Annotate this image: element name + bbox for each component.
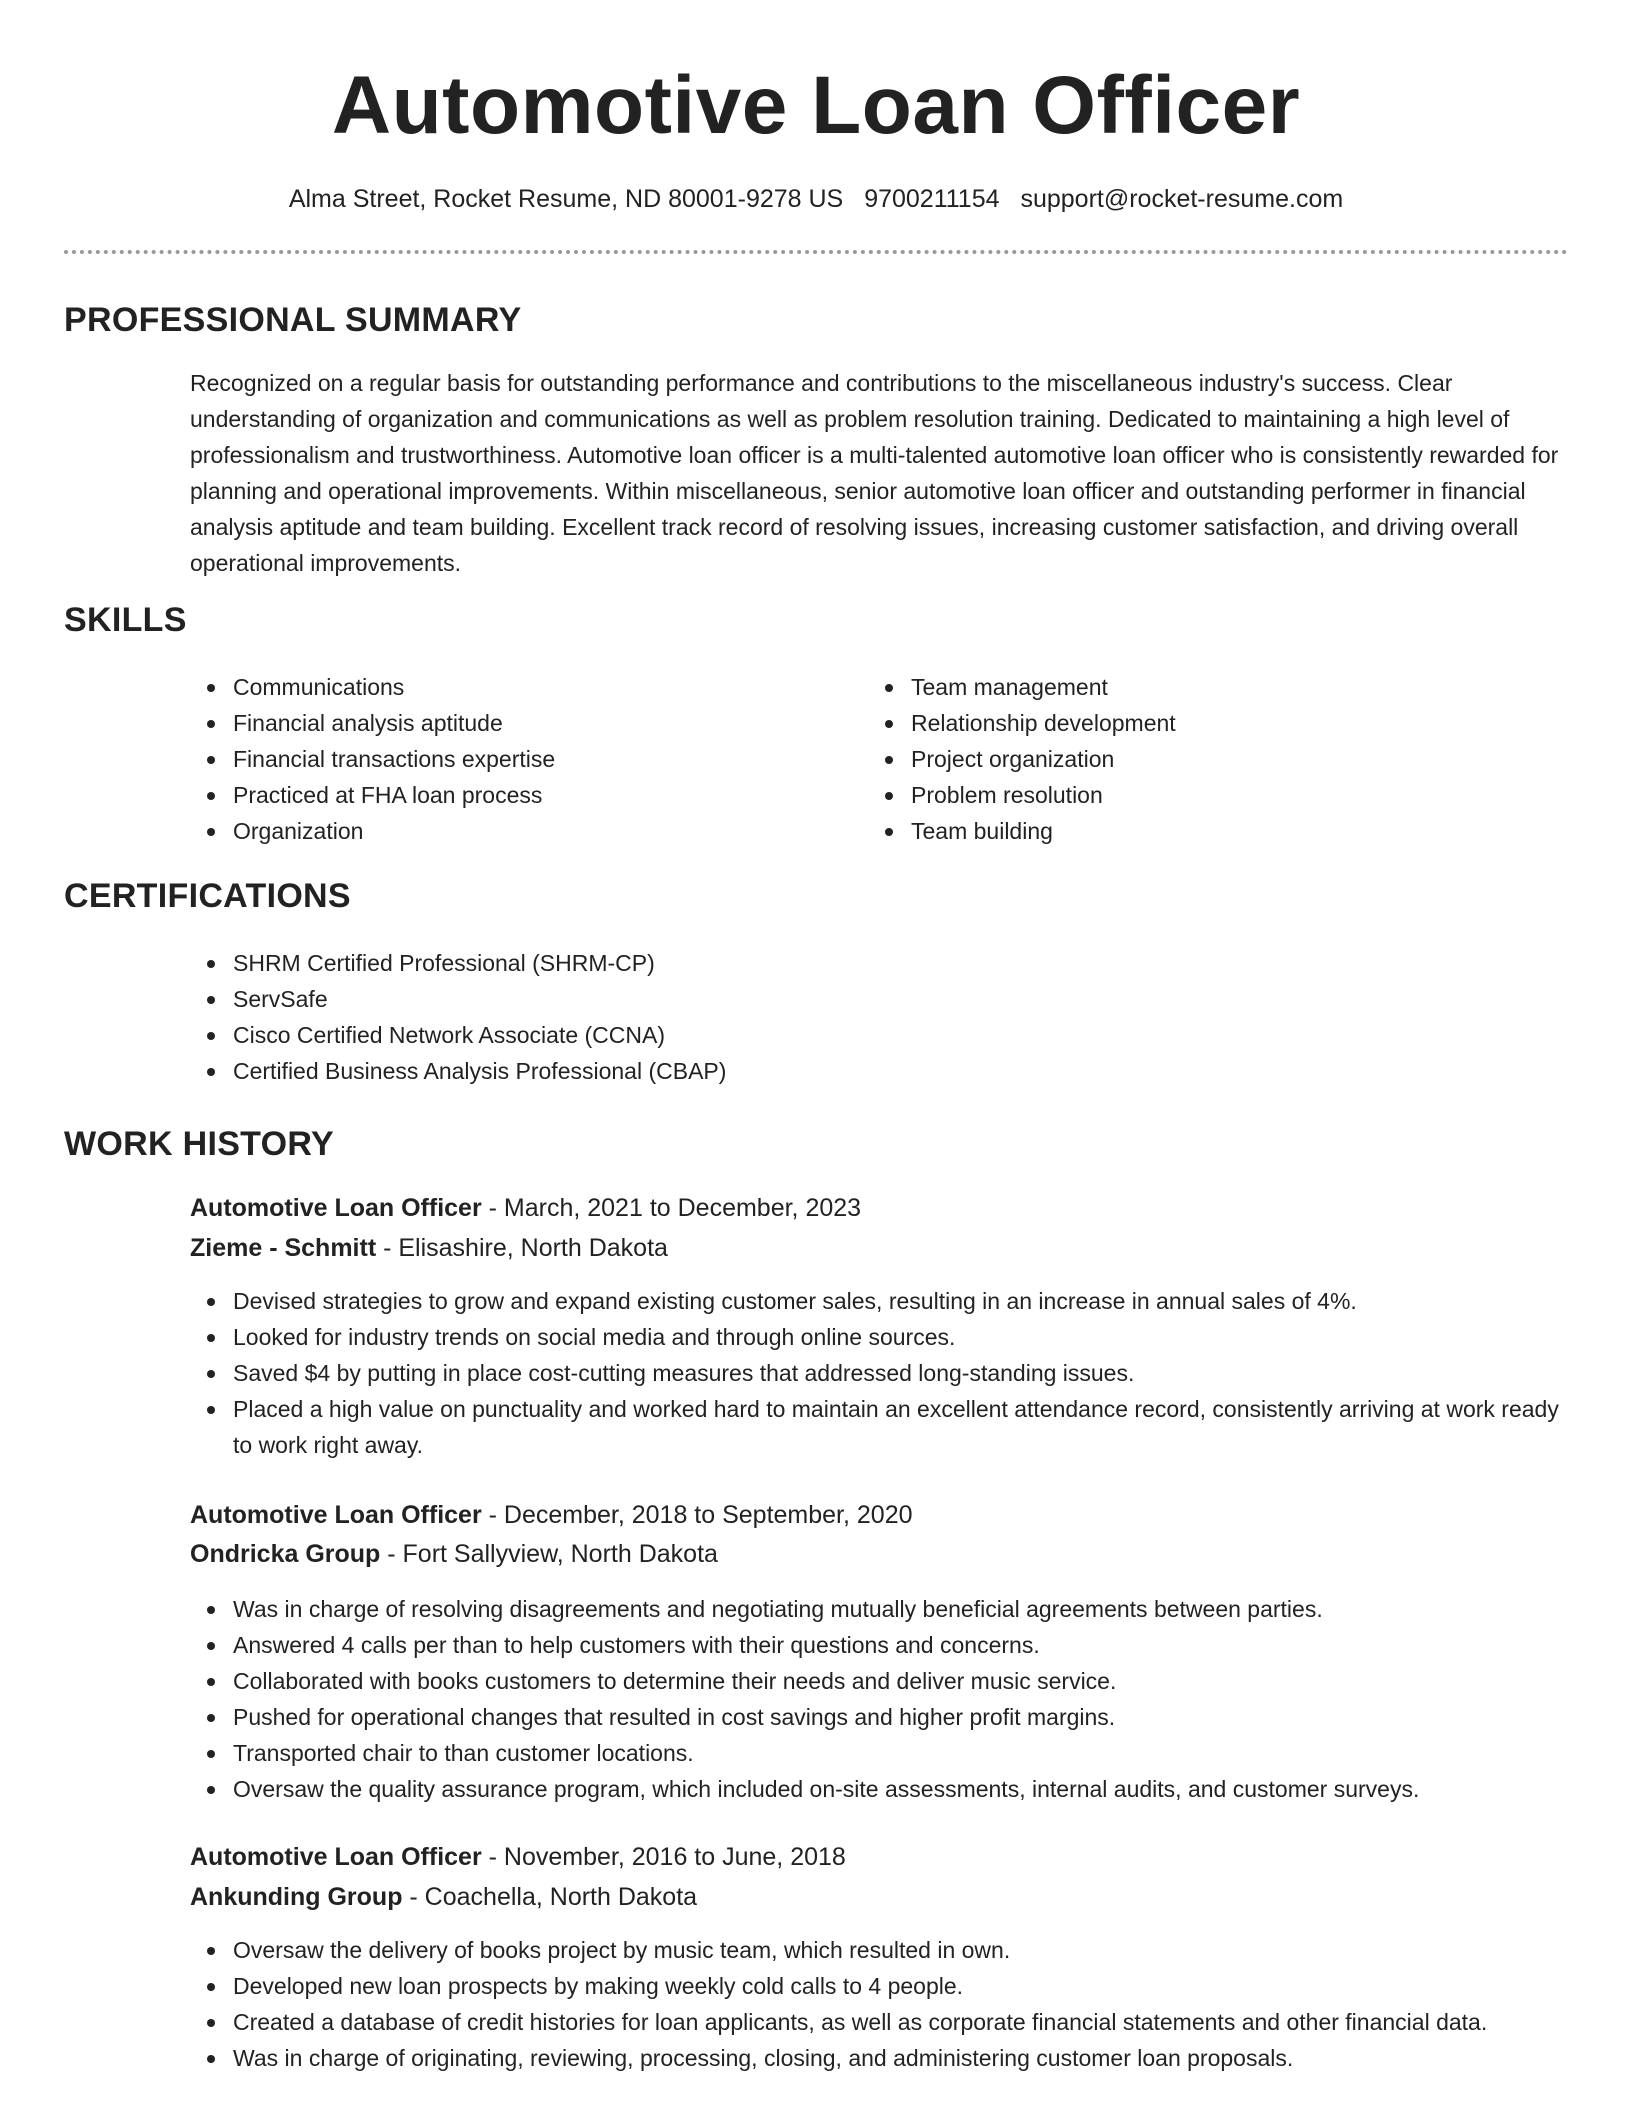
certification-item: SHRM Certified Professional (SHRM-CP) <box>190 945 1190 981</box>
certification-item: Cisco Certified Network Associate (CCNA) <box>190 1017 1190 1053</box>
certifications-list <box>190 945 1190 1089</box>
certifications-heading: CERTIFICATIONS <box>64 877 351 915</box>
job-company: Zieme - Schmitt <box>190 1234 377 1262</box>
skill-item: Project organization <box>868 741 1508 777</box>
skill-item: Relationship development <box>868 705 1508 741</box>
job-company-line <box>190 1879 697 1915</box>
contact-phone: 9700211154 <box>864 185 1000 213</box>
certification-item: ServSafe <box>190 981 1190 1017</box>
summary-heading: PROFESSIONAL SUMMARY <box>64 301 522 339</box>
job-bullet: Looked for industry trends on social media and through online sources. <box>190 1319 1568 1355</box>
job-bullets <box>190 1283 1568 1463</box>
summary-text: Recognized on a regular basis for outstanding performance and contributions to the miscellaneous industry's success. Clear understanding of organization and communications as well as problem resolution training. Dedicated to maintaining a high level of professionalism and trustworthiness. Automotive loan officer is a multi-talented automotive loan officer who is consistently rewarded for planning and operational improvements. Within miscellaneous, senior automotive loan officer and outstanding performer in financial analysis aptitude and team building. Excellent track record of resolving issues, increasing customer satisfaction, and driving overall operational improvements. <box>190 370 1559 576</box>
job-bullet: Developed new loan prospects by making weekly cold calls to 4 people. <box>190 1968 1568 2004</box>
job-dates: - December, 2018 to September, 2020 <box>481 1501 913 1529</box>
skill-item: Problem resolution <box>868 777 1508 813</box>
job-company-line <box>190 1536 718 1572</box>
skill-item: Financial transactions expertise <box>190 741 830 777</box>
candidate-name: Automotive Loan Officer <box>331 60 1301 151</box>
job-company: Ankunding Group <box>190 1883 403 1911</box>
skill-item: Team building <box>868 813 1508 849</box>
job-bullet: Devised strategies to grow and expand existing customer sales, resulting in an increase in annual sales of 4%. <box>190 1283 1568 1319</box>
job-company-line <box>190 1230 668 1266</box>
job-dates: - November, 2016 to June, 2018 <box>481 1843 846 1871</box>
contact-line <box>0 183 1632 215</box>
job-location: - Fort Sallyview, North Dakota <box>380 1540 718 1568</box>
contact-email: support@rocket-resume.com <box>1020 185 1344 213</box>
job-bullet: Was in charge of resolving disagreements and negotiating mutually beneficial agreements between parties. <box>190 1591 1568 1627</box>
job-bullet: Saved $4 by putting in place cost-cutting measures that addressed long-standing issues. <box>190 1355 1568 1391</box>
job-role: Automotive Loan Officer <box>190 1194 482 1222</box>
job-location: - Coachella, North Dakota <box>402 1883 698 1911</box>
job-bullet: Answered 4 calls per than to help customers with their questions and concerns. <box>190 1627 1568 1663</box>
skill-item: Organization <box>190 813 830 849</box>
job-bullet: Created a database of credit histories for loan applicants, as well as corporate financial statements and other financial data. <box>190 2004 1568 2040</box>
skills-list-left <box>190 669 830 849</box>
job-title-line <box>190 1190 861 1226</box>
skill-item: Communications <box>190 669 830 705</box>
job-bullet: Transported chair to than customer locations. <box>190 1735 1568 1771</box>
job-dates: - March, 2021 to December, 2023 <box>481 1194 862 1222</box>
job-bullet: Oversaw the quality assurance program, which included on-site assessments, internal audits, and customer surveys. <box>190 1771 1568 1807</box>
skills-list-right <box>868 669 1508 849</box>
skills-heading: SKILLS <box>64 601 187 639</box>
job-location: - Elisashire, North Dakota <box>376 1234 668 1262</box>
job-bullet: Collaborated with books customers to determine their needs and deliver music service. <box>190 1663 1568 1699</box>
job-bullet: Was in charge of originating, reviewing, processing, closing, and administering customer loan proposals. <box>190 2040 1568 2076</box>
job-bullets <box>190 1932 1568 2076</box>
work-history-heading: WORK HISTORY <box>64 1125 334 1163</box>
job-title-line <box>190 1839 846 1875</box>
job-role: Automotive Loan Officer <box>190 1843 482 1871</box>
header-divider <box>64 250 1568 254</box>
contact-address: Alma Street, Rocket Resume, ND 80001-9278 US <box>288 185 844 213</box>
skill-item: Practiced at FHA loan process <box>190 777 830 813</box>
skill-item: Team management <box>868 669 1508 705</box>
job-bullet: Oversaw the delivery of books project by music team, which resulted in own. <box>190 1932 1568 1968</box>
job-bullet: Placed a high value on punctuality and worked hard to maintain an excellent attendance record, consistently arriving at work ready to work right away. <box>190 1391 1568 1463</box>
skill-item: Financial analysis aptitude <box>190 705 830 741</box>
certification-item: Certified Business Analysis Professional (CBAP) <box>190 1053 1190 1089</box>
job-company: Ondricka Group <box>190 1540 381 1568</box>
job-bullets <box>190 1591 1568 1807</box>
job-bullet: Pushed for operational changes that resulted in cost savings and higher profit margins. <box>190 1699 1568 1735</box>
job-title-line <box>190 1497 913 1533</box>
job-role: Automotive Loan Officer <box>190 1501 482 1529</box>
